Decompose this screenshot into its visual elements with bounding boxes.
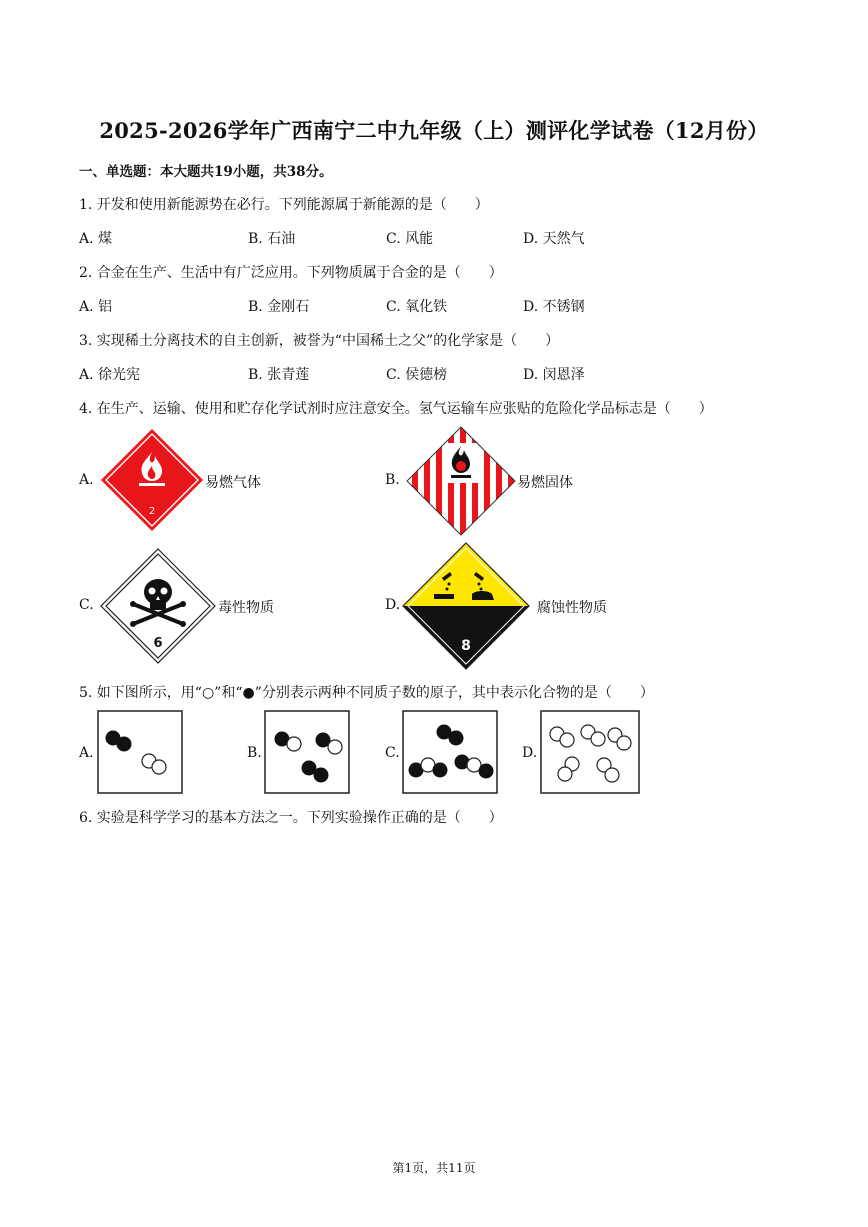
q4-option-b[interactable]: B.: [385, 472, 400, 488]
q4-sign-label-d: 腐蚀性物质: [537, 600, 607, 616]
corrosive-substance-sign-icon: [402, 542, 530, 670]
question-3-stem: 3. 实现稀土分离技术的自主创新，被誉为“中国稀土之父”的化学家是（ ）: [79, 333, 560, 349]
q4-sign-label-b: 易燃固体: [517, 475, 573, 491]
question-6-stem: 6. 实验是科学学习的基本方法之一。下列实验操作正确的是（ ）: [79, 810, 503, 826]
q1-option-d[interactable]: D. 天然气: [523, 231, 585, 247]
flammable-gas-sign-icon: [100, 428, 204, 532]
question-4-stem: 4. 在生产、运输、使用和贮存化学试剂时应注意安全。氢气运输车应张贴的危险化学品标志是（ ）: [79, 401, 713, 417]
q5-option-c[interactable]: C.: [385, 745, 400, 761]
q4-sign-label-a: 易燃气体: [205, 475, 261, 491]
page-footer: 第1页，共11页: [392, 1161, 476, 1175]
sign-number-8: 8: [461, 638, 471, 654]
q3-option-b[interactable]: B. 张青莲: [248, 367, 310, 383]
q5-molecule-box-d: [540, 710, 640, 794]
q3-option-a[interactable]: A. 徐光宪: [79, 367, 141, 383]
q5-option-d[interactable]: D.: [522, 745, 538, 761]
q3-option-c[interactable]: C. 侯德榜: [386, 367, 448, 383]
q2-option-d[interactable]: D. 不锈钢: [523, 299, 585, 315]
question-5-stem: 5. 如下图所示，用“○”和“●”分别表示两种不同质子数的原子，其中表示化合物的是（ ）: [79, 685, 654, 701]
q5-molecule-box-b: [264, 710, 350, 794]
sign-number-2: 2: [148, 506, 156, 517]
q4-option-c[interactable]: C.: [79, 597, 94, 613]
q5-option-b[interactable]: B.: [247, 745, 262, 761]
sign-number-6: 6: [153, 636, 163, 651]
question-1-stem: 1. 开发和使用新能源势在必行。下列能源属于新能源的是（ ）: [79, 197, 489, 213]
q1-option-b[interactable]: B. 石油: [248, 231, 296, 247]
q5-molecule-box-c: [402, 710, 498, 794]
toxic-substance-sign-icon: [100, 548, 216, 664]
q1-option-a[interactable]: A. 煤: [79, 231, 113, 247]
page-title: 2025-2026学年广西南宁二中九年级（上）测评化学试卷（12月份）: [99, 118, 769, 143]
q2-option-a[interactable]: A. 铝: [79, 299, 113, 315]
q2-option-b[interactable]: B. 金刚石: [248, 299, 310, 315]
q4-option-a[interactable]: A.: [79, 472, 94, 488]
q1-option-c[interactable]: C. 风能: [386, 231, 434, 247]
q4-sign-label-c: 毒性物质: [218, 600, 274, 616]
flammable-solid-sign-icon: [406, 426, 516, 536]
section-heading: 一、单选题：本大题共19小题，共38分。: [79, 164, 333, 180]
q5-option-a[interactable]: A.: [79, 745, 94, 761]
question-2-stem: 2. 合金在生产、生活中有广泛应用。下列物质属于合金的是（ ）: [79, 265, 503, 281]
q4-option-d[interactable]: D.: [385, 597, 401, 613]
q3-option-d[interactable]: D. 闵恩泽: [523, 367, 585, 383]
q5-molecule-box-a: [97, 710, 183, 794]
q2-option-c[interactable]: C. 氧化铁: [386, 299, 448, 315]
